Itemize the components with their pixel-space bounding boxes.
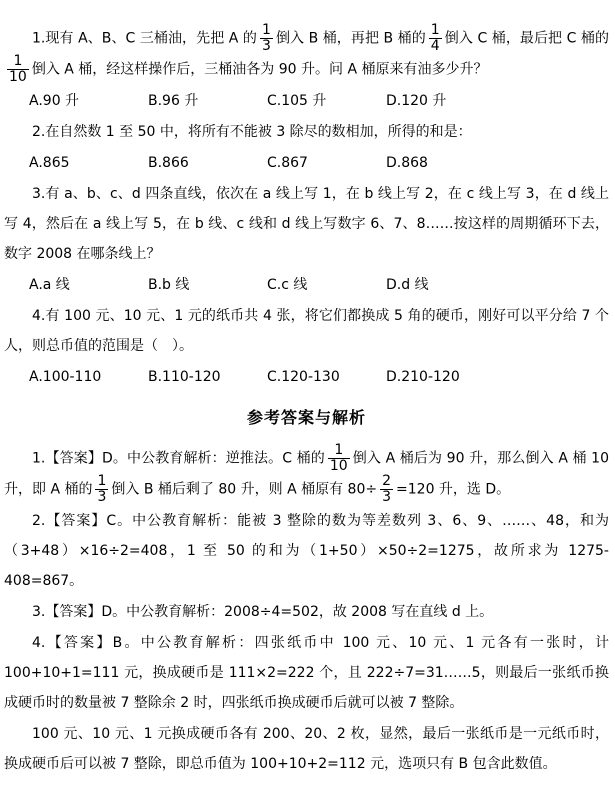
option-c: C.867 (267, 155, 308, 171)
option-b: B.96 升 (148, 93, 199, 109)
option-b: B.b 线 (148, 277, 190, 293)
fraction-1-3 (95, 474, 108, 505)
fraction-1-10 (328, 443, 350, 474)
option-c: C.c 线 (267, 277, 308, 293)
fraction-numerator: 1 (7, 54, 29, 70)
option-a: A.100-110 (29, 369, 102, 385)
text-run: 1.现有 A、B、C 三桶油，先把 A 的 (32, 30, 257, 47)
option-d: D.120 升 (386, 93, 447, 109)
text-run: 1.【答案】D。中公教育解析：逆推法。C 桶的 (32, 450, 325, 467)
text-run: 倒入 B 桶，再把 B 桶的 (275, 30, 426, 47)
answers-section-heading: 参考答案与解析 (246, 408, 366, 427)
option-d: D.868 (386, 155, 428, 171)
question-3-text: 3.有 a、b、c、d 四条直线，依次在 a 线上写 1，在 b 线上写 2，在 c 线上写 3，在 d 线上写 4，然后在 a 线上写 5，在 b 线、c 线和 d 线上写数字 6、7、8……按这样的周期循环下去，数字 2008 在哪条线上？ (4, 186, 609, 262)
option-a: A.a 线 (29, 277, 70, 293)
text-run: =120 升，选 D。 (396, 481, 511, 498)
answer-3-text: 3.【答案】D。中公教育解析：2008÷4=502，故 2008 写在直线 d 上。 (32, 604, 494, 620)
fraction-numerator: 1 (261, 22, 271, 38)
fraction-denominator: 3 (382, 489, 392, 505)
fraction-numerator: 1 (430, 22, 440, 38)
question-4-text: 4.有 100 元、10 元、1 元的纸币共 4 张，将它们都换成 5 角的硬币，刚好可以平分给 7 个人，则总币值的范围是（ ）。 (4, 308, 609, 354)
question-1-text (4, 23, 609, 85)
question-2-text: 2.在自然数 1 至 50 中，将所有不能被 3 除尽的数相加，所得的和是： (32, 124, 472, 140)
fraction-denominator: 3 (97, 489, 107, 505)
option-d: D.d 线 (386, 277, 429, 293)
question-3-options (4, 270, 609, 300)
option-a: A.90 升 (29, 93, 80, 109)
fraction-numerator: 1 (97, 473, 107, 489)
answer-2-text: 2.【答案】C。中公教育解析：能被 3 整除的数为等差数列 3、6、9、……、48，和为（3+48）×16÷2=408，1 至 50 的和为（1+50）×50÷2=1275，故所求为 1275-408=867。 (4, 513, 609, 589)
answer-4-text: 4.【答案】B。中公教育解析：四张纸币中 100 元、10 元、1 元各有一张时，计 100+10+1=111 元，换成硬币是 111×2=222 个，且 222÷7=31……5，则最后一张纸币换成硬币时的数量被 7 整除余 2 时，四张纸币换成硬币后就可以被 7 整除。 (4, 635, 609, 711)
option-c: C.105 升 (267, 93, 327, 109)
option-a: A.865 (29, 155, 70, 171)
fraction-1-4 (429, 23, 442, 54)
fraction-numerator: 2 (382, 473, 392, 489)
option-b: B.866 (148, 155, 189, 171)
fraction-denominator: 3 (261, 38, 271, 54)
question-2-options (4, 148, 609, 178)
text-run: 倒入 B 桶后剩了 80 升，则 A 桶原有 80÷ (111, 481, 378, 498)
fraction-1-3 (260, 23, 273, 54)
fraction-denominator: 4 (430, 38, 440, 54)
fraction-1-10 (7, 54, 29, 85)
answer-1-text (4, 443, 609, 505)
fraction-denominator: 10 (329, 458, 348, 474)
text-run: 倒入 A 桶，经这样操作后，三桶油各为 90 升。问 A 桶原来有油多少升？ (31, 61, 488, 78)
option-c: C.120-130 (267, 369, 340, 385)
question-4-options (4, 362, 609, 392)
fraction-numerator: 1 (328, 443, 350, 459)
answer-4-text-continued: 100 元、10 元、1 元换成硬币各有 200、20、2 枚，显然，最后一张纸币是一元纸币时，换成硬币后可以被 7 整除，即总币值为 100+10+2=112 元，选项只有 B 包含此数值。 (4, 726, 609, 772)
question-1-options (4, 86, 609, 116)
fraction-denominator: 10 (9, 69, 27, 85)
option-d: D.210-120 (386, 369, 460, 385)
text-run: 倒入 C 桶，最后把 C 桶的 (444, 30, 609, 47)
fraction-2-3 (380, 474, 393, 505)
text-run: 倒入 A 桶后为 90 升，那么倒入 A 桶 10 升，即 A 桶的 (4, 450, 609, 498)
option-b: B.110-120 (148, 369, 221, 385)
